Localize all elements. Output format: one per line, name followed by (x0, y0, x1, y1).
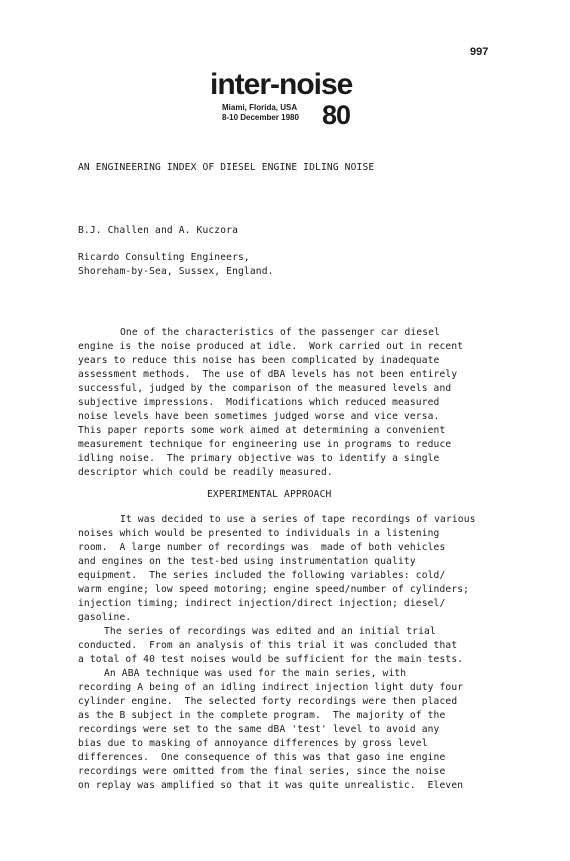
abstract-line: descriptor which could be readily measured. (78, 467, 333, 478)
abstract-line: engine is the noise produced at idle. Work carried out in recent (78, 341, 464, 352)
body-line: An ABA technique was used for the main series, with (104, 668, 407, 679)
abstract-line: idling noise. The primary objective was to identify a single (78, 453, 440, 464)
abstract-line: subjective impressions. Modifications which reduced measured (78, 397, 440, 408)
abstract-line: assessment methods. The use of dBA levels has not been entirely (78, 369, 458, 380)
logo-year: 80 (322, 100, 351, 130)
body-line: injection timing; indirect injection/direct injection; diesel/ (78, 598, 446, 609)
body-line: The series of recordings was edited and an initial trial (104, 626, 436, 637)
affiliation-line: Shoreham-by-Sea, Sussex, England. (78, 266, 274, 277)
body-line: gasoline. (78, 612, 132, 623)
body-line: It was decided to use a series of tape recordings of various (120, 514, 476, 525)
logo-dates: 8-10 December 1980 (222, 113, 299, 122)
abstract-line: noise levels have been sometimes judged worse and vice versa. (78, 411, 440, 422)
abstract-line: This paper reports some work aimed at determining a convenient (78, 425, 446, 436)
page-number: 997 (470, 46, 489, 58)
body-line: conducted. From an analysis of this trial it was concluded that (78, 640, 458, 651)
body-line: cylinder engine. The selected forty recordings were then placed (78, 696, 458, 707)
body-line: differences. One consequence of this was that gaso ine engine (78, 752, 446, 763)
abstract-line: One of the characteristics of the passenger car diesel (120, 327, 440, 338)
abstract-line: years to reduce this noise has been complicated by inadequate (78, 355, 440, 366)
body-line: noises which would be presented to individuals in a listening (78, 528, 440, 539)
body-line: recordings were set to the same dBA 'test' level to avoid any (78, 724, 440, 735)
body-line: room. A large number of recordings was made of both vehicles (78, 542, 446, 553)
abstract-line: successful, judged by the comparison of the measured levels and (78, 383, 452, 394)
body-line: and engines on the test-bed using instrumentation quality (78, 556, 416, 567)
paper-title: AN ENGINEERING INDEX OF DIESEL ENGINE IDLING NOISE (78, 162, 375, 173)
body-line: a total of 40 test noises would be sufficient for the main tests. (78, 654, 464, 665)
body-line: warm engine; low speed motoring; engine speed/number of cylinders; (78, 584, 470, 595)
logo-wordmark: inter-noise (210, 68, 353, 101)
logo-location: Miami, Florida, USA (222, 103, 298, 112)
body-line: as the B subject in the complete program. The majority of the (78, 710, 446, 721)
body-line: recording A being of an idling indirect injection light duty four (78, 682, 464, 693)
body-line: bias due to masking of annoyance differences by gross level (78, 738, 428, 749)
affiliation-line: Ricardo Consulting Engineers, (78, 252, 250, 263)
abstract-line: measurement technique for engineering use in programs to reduce (78, 439, 452, 450)
body-line: equipment. The series included the following variables: cold/ (78, 570, 446, 581)
body-line: on replay was amplified so that it was quite unrealistic. Eleven (78, 780, 464, 791)
authors: B.J. Challen and A. Kuczora (78, 225, 238, 236)
body-line: recordings were omitted from the final series, since the noise (78, 766, 446, 777)
section-heading: EXPERIMENTAL APPROACH (207, 489, 332, 500)
inter-noise-logo (210, 70, 360, 132)
